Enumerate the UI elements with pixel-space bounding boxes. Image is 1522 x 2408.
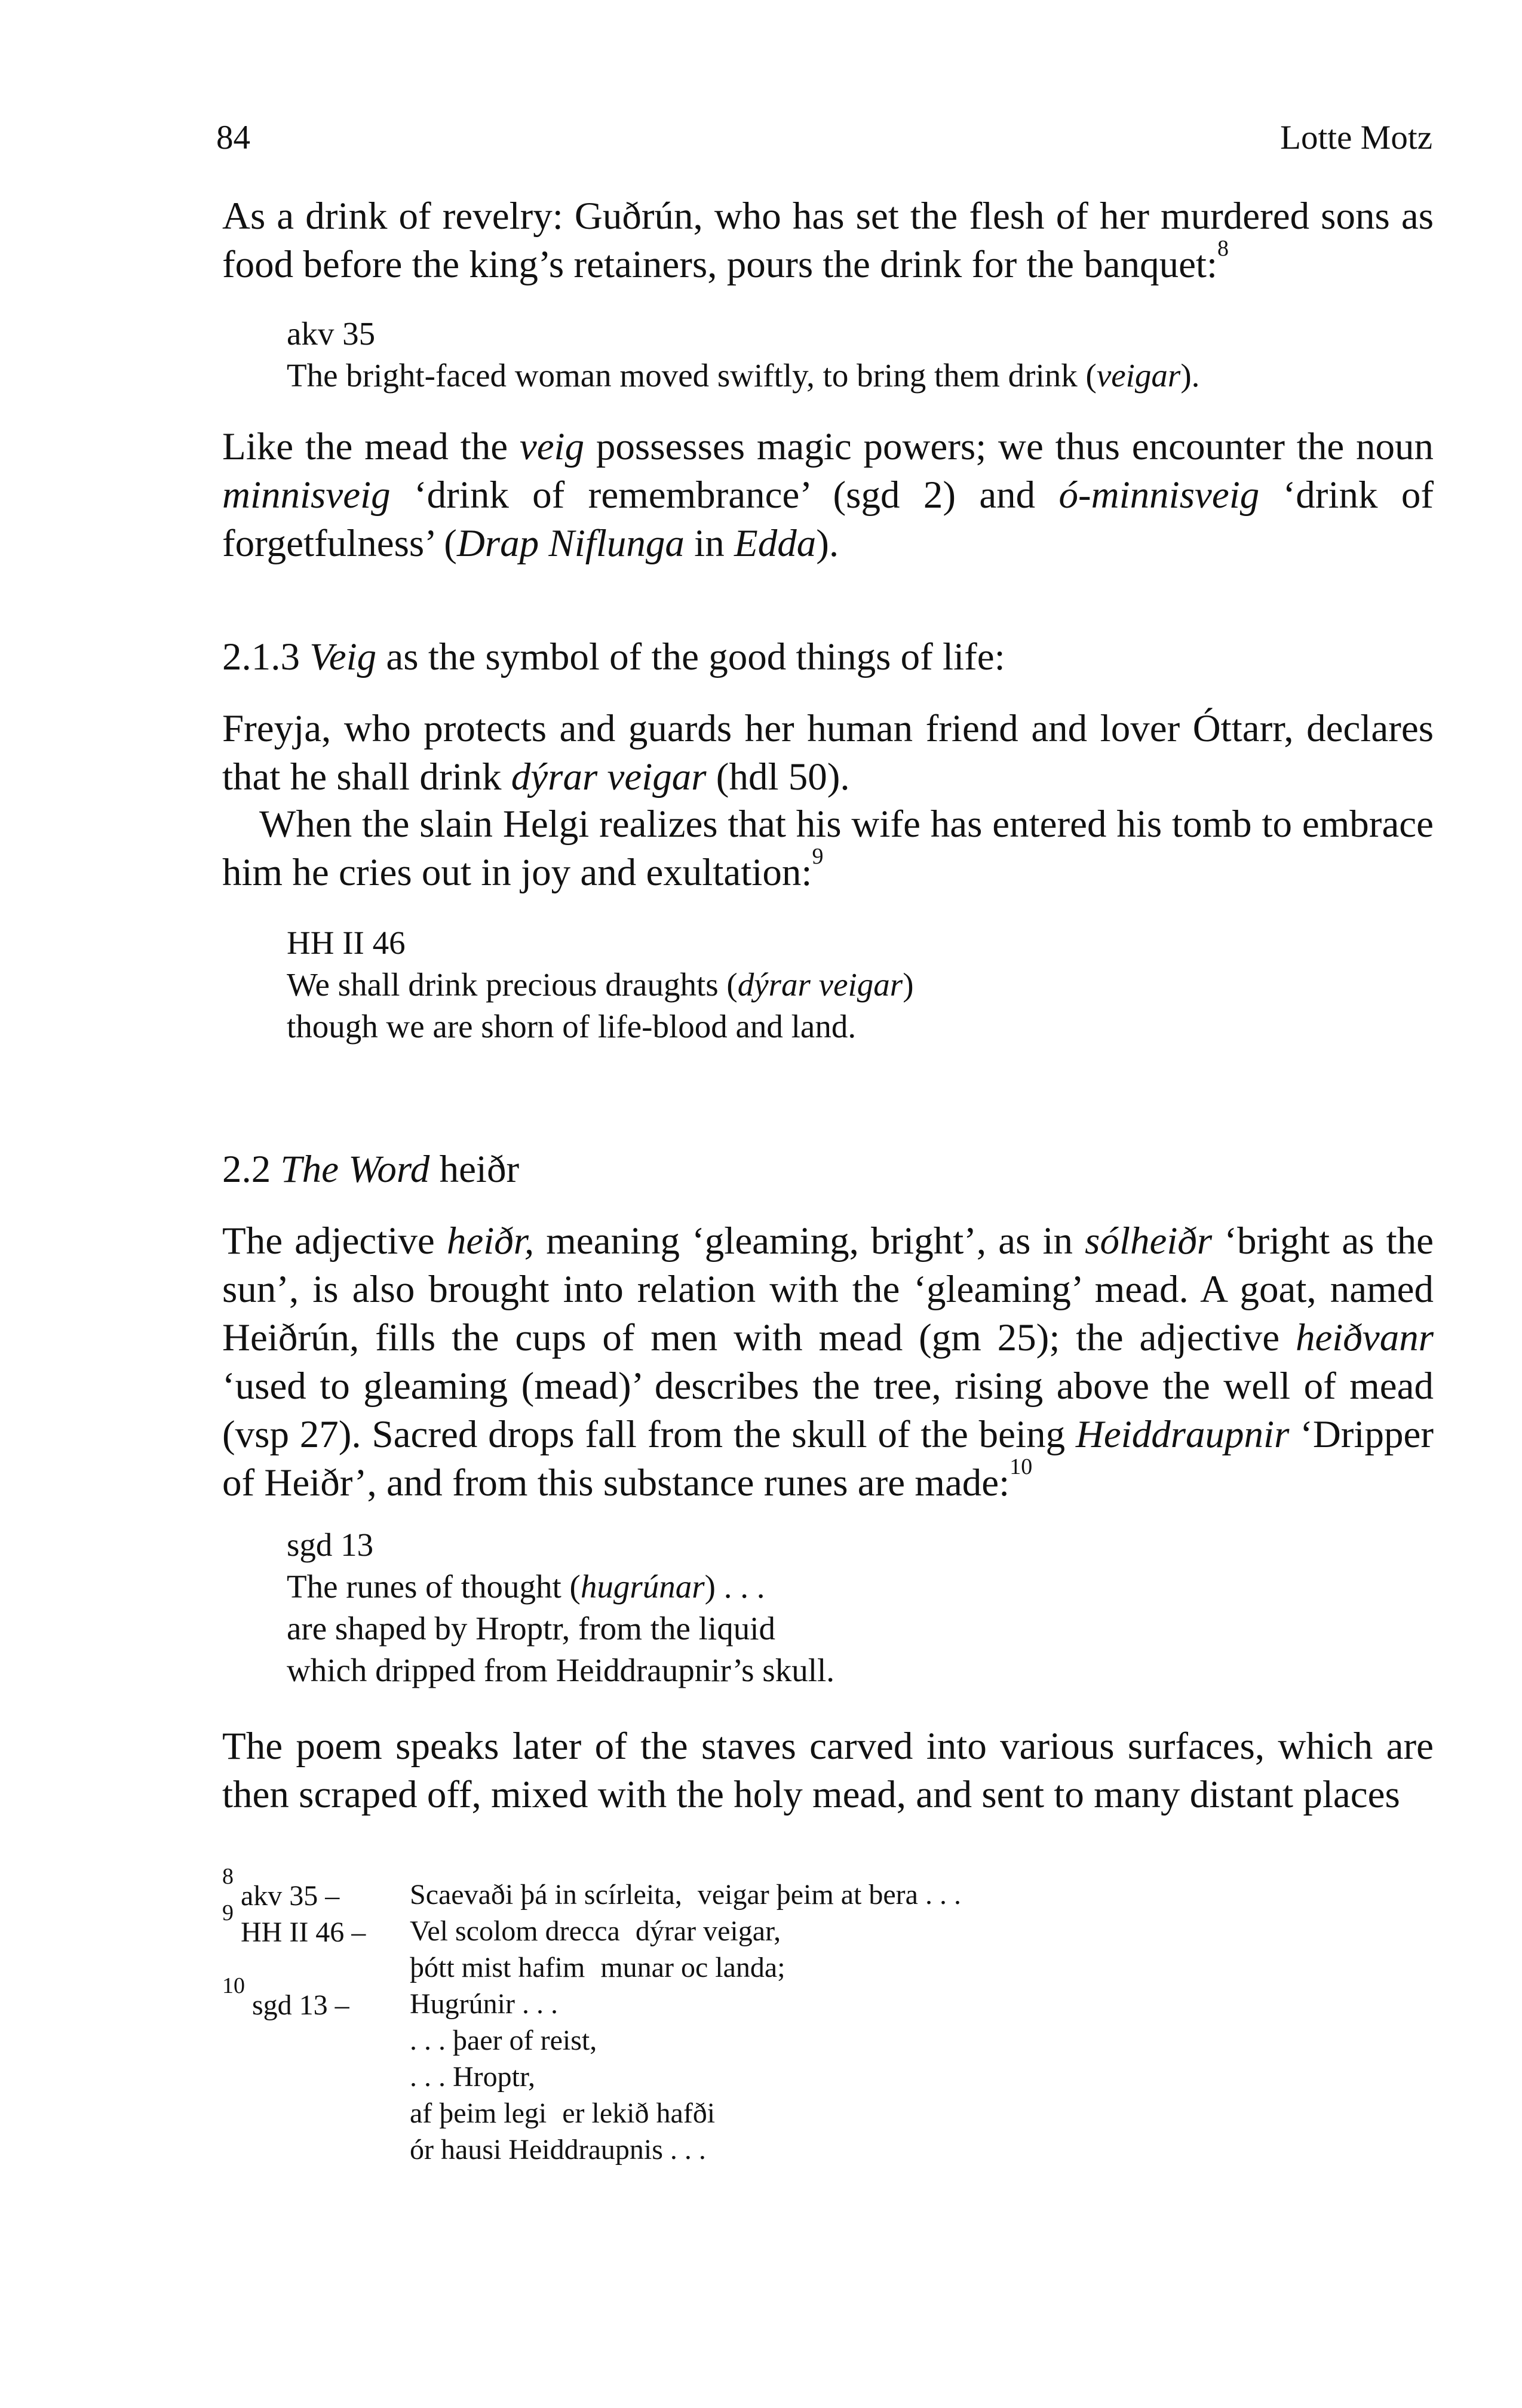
paragraph-staves: The poem speaks later of the staves carved into various surfaces, which are then scraped off, mixed with the holy mead, and sent to many distant places — [222, 1725, 1434, 1816]
quote-reference: akv 35 — [287, 315, 376, 352]
paragraph-heidr: The adjective heiðr, meaning ‘gleaming, bright’, as in sólheiðr ‘bright as the sun’, is also brought into relation with the ‘gleaming’ mead. A goat, named Heiðrún, fills the cups of men with mead (gm 25); the adjective heiðvanr ‘used to gleaming (mead)’ describes the tree, rising above the well of mead (vsp 27). Sacred drops fall from the skull of the being Heiddraupnir ‘Dripper of Heiðr’, and from this substance runes are made:$^{10}$ — [222, 1220, 1434, 1504]
quote-line: The runes of thought (hugrúnar) . . . — [287, 1568, 765, 1605]
quote-line: though we are shorn of life-blood and land. — [287, 1008, 857, 1045]
quote-hh-ii-46 — [287, 922, 1434, 1048]
footnote-10-line: . . . Hroptr, — [410, 2061, 536, 2093]
footnote-10-line: . . . þaer of reist, — [410, 2025, 597, 2056]
footnote-9: $^9$ HH II 46 – Vel scolom drecca dýrar veigar, — [222, 1900, 781, 1949]
footnote-ref-10: 10 — [1009, 1454, 1033, 1479]
paragraph-helgi: When the slain Helgi realizes that his wife has entered his tomb to embrace him he cries out in joy and exultation:$^9$ — [222, 803, 1434, 894]
section-heading-2-2: 2.2 The Word heiðr — [222, 1148, 520, 1191]
running-head-author: Lotte Motz — [1280, 119, 1432, 156]
paragraph-freyja: Freyja, who protects and guards her human friend and lover Óttarr, declares that he shall drink dýrar veigar (hdl 50). — [222, 707, 1434, 798]
quote-reference: HH II 46 — [287, 924, 406, 961]
quote-akv-35 — [287, 313, 1434, 397]
page-number: 84 — [216, 119, 250, 156]
section-heading-2-1-3: 2.1.3 Veig as the symbol of the good things of life: — [222, 635, 1005, 678]
quote-line: The bright-faced woman moved swiftly, to bring them drink (veigar). — [287, 357, 1200, 394]
quote-sgd-13 — [287, 1524, 1434, 1691]
footnote-8: $^8$ akv 35 – Scaevaði þá in scírleita, veigar þeim at bera . . . — [222, 1864, 961, 1912]
quote-line: We shall drink precious draughts (dýrar veigar) — [287, 966, 914, 1003]
footnote-10-line: af þeim legi er lekið hafði — [410, 2097, 716, 2129]
running-header — [216, 118, 1432, 166]
quote-line: are shaped by Hroptr, from the liquid — [287, 1610, 775, 1647]
footnote-10-line: ór hausi Heiddraupnis . . . — [410, 2134, 706, 2166]
footnote-ref-8: 8 — [1217, 235, 1229, 261]
footnotes — [222, 1864, 1417, 2168]
footnote-10: $^{10}$ sgd 13 – Hugrúnir . . . — [222, 1973, 558, 2022]
footnote-ref-9: 9 — [812, 843, 824, 869]
quote-line: which dripped from Heiddraupnir’s skull. — [287, 1652, 835, 1688]
paragraph-magic-powers: Like the mead the veig possesses magic powers; we thus encounter the noun minnisveig ‘drink of remembrance’ (sgd 2) and ó-minnisveig ‘drink of forgetfulness’ (Drap Niflunga in Edda). — [222, 425, 1434, 565]
paragraph-revelry: As a drink of revelry: Guðrún, who has set the flesh of her murdered sons as food before the king’s retainers, pours the drink for the banquet:$^8$ — [222, 195, 1434, 286]
quote-reference: sgd 13 — [287, 1526, 374, 1563]
footnote-9-line: þótt mist hafim munar oc landa; — [410, 1952, 785, 1983]
